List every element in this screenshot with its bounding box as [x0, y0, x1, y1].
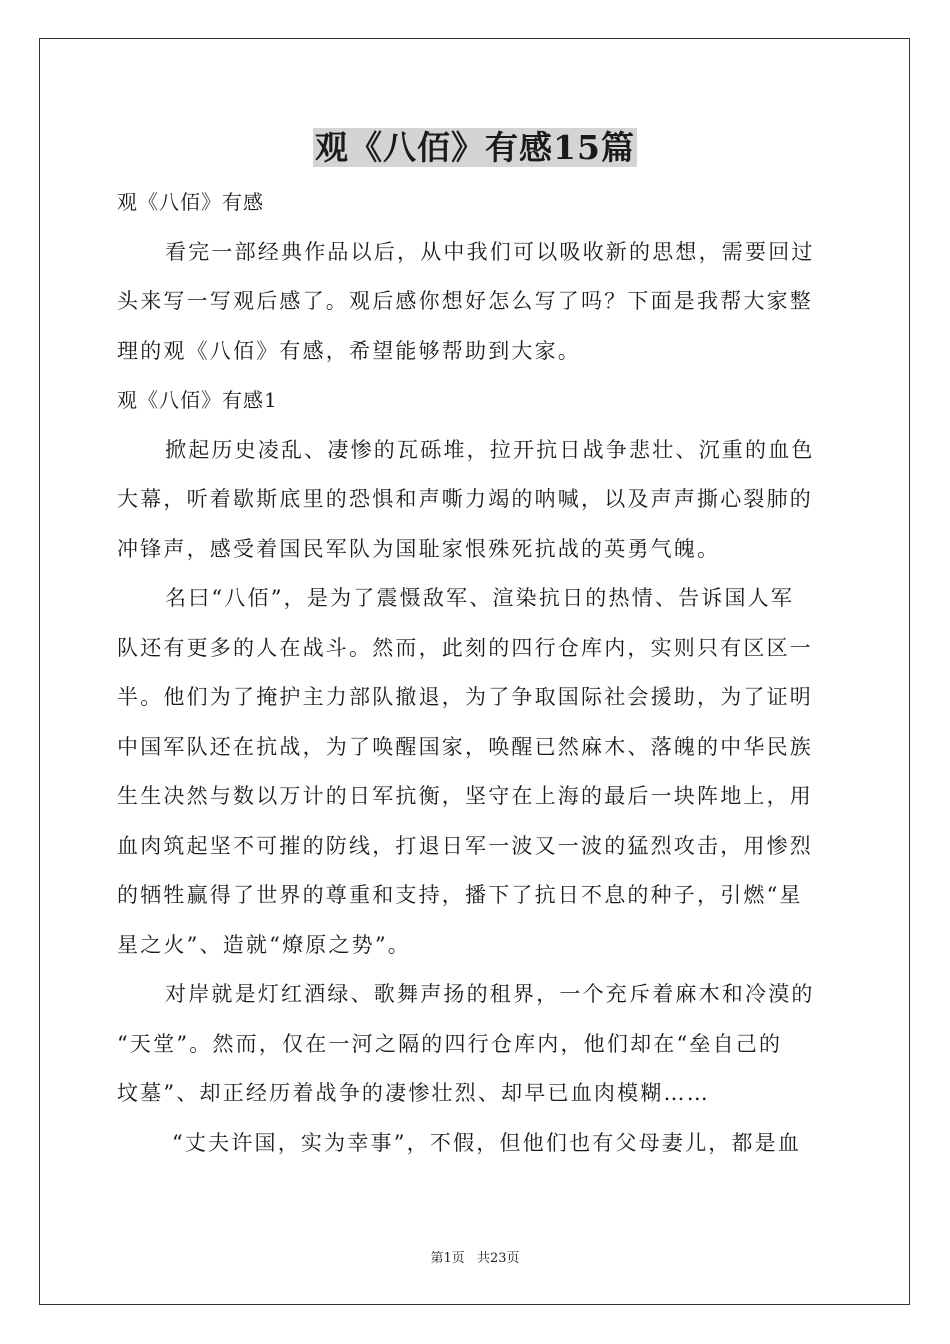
section-heading: 观《八佰》有感 — [117, 190, 264, 214]
document-title — [0, 126, 950, 170]
paragraph-line: 看完一部经典作品以后，从中我们可以吸收新的思想，需要回过 — [165, 239, 815, 264]
paragraph-line: 掀起历史凌乱、凄惨的瓦砾堆，拉开抗日战争悲壮、沉重的血色 — [165, 437, 815, 462]
paragraph-line: 生生决然与数以万计的日军抗衡，坚守在上海的最后一块阵地上，用 — [117, 784, 813, 808]
document-title-text: 观《八佰》有感15篇 — [315, 128, 635, 167]
paragraph-line: 队还有更多的人在战斗。然而，此刻的四行仓库内，实则只有区区一 — [117, 635, 813, 660]
page-number: 第1页 — [430, 1251, 465, 1266]
document-body — [117, 178, 833, 1168]
paragraph-line: “丈夫许国，实为幸事”，不假，但他们也有父母妻儿，都是血 — [172, 1130, 802, 1155]
paragraph-line: 头来写一写观后感了。观后感你想好怎么写了吗？下面是我帮大家整 — [117, 289, 813, 313]
paragraph-line: 大幕，听着歇斯底里的恐惧和声嘶力竭的呐喊，以及声声撕心裂肺的 — [117, 487, 813, 511]
paragraph-line: 名曰“八佰”，是为了震慑敌军、渲染抗日的热情、告诉国人军 — [165, 586, 795, 610]
total-pages: 共23页 — [476, 1251, 520, 1266]
section-heading: 观《八佰》有感1 — [117, 388, 278, 412]
paragraph-line: “天堂”。然而，仅在一河之隔的四行仓库内，他们却在“垒自己的 — [117, 1031, 783, 1056]
paragraph-line: 冲锋声，感受着国民军队为国耻家恨殊死抗战的英勇气魄。 — [117, 536, 721, 561]
paragraph-line: 中国军队还在抗战，为了唤醒国家，唤醒已然麻木、落魄的中华民族 — [117, 734, 813, 759]
page-footer — [0, 1247, 950, 1266]
paragraph-line: 理的观《八佰》有感，希望能够帮助到大家。 — [117, 338, 581, 363]
paragraph-line: 对岸就是灯红酒绿、歌舞声扬的租界，一个充斥着麻木和冷漠的 — [165, 982, 815, 1006]
paragraph-line: 坟墓”、却正经历着战争的凄惨壮烈、却早已血肉模糊…… — [117, 1081, 710, 1105]
paragraph-line: 的牺牲赢得了世界的尊重和支持，播下了抗日不息的种子，引燃“星 — [117, 883, 803, 907]
paragraph-line: 血肉筑起坚不可摧的防线，打退日军一波又一波的猛烈攻击，用惨烈 — [117, 833, 813, 858]
paragraph-line: 星之火”、造就“燎原之势”。 — [117, 932, 412, 957]
paragraph-line: 半。他们为了掩护主力部队撤退，为了争取国际社会援助，为了证明 — [117, 685, 813, 709]
